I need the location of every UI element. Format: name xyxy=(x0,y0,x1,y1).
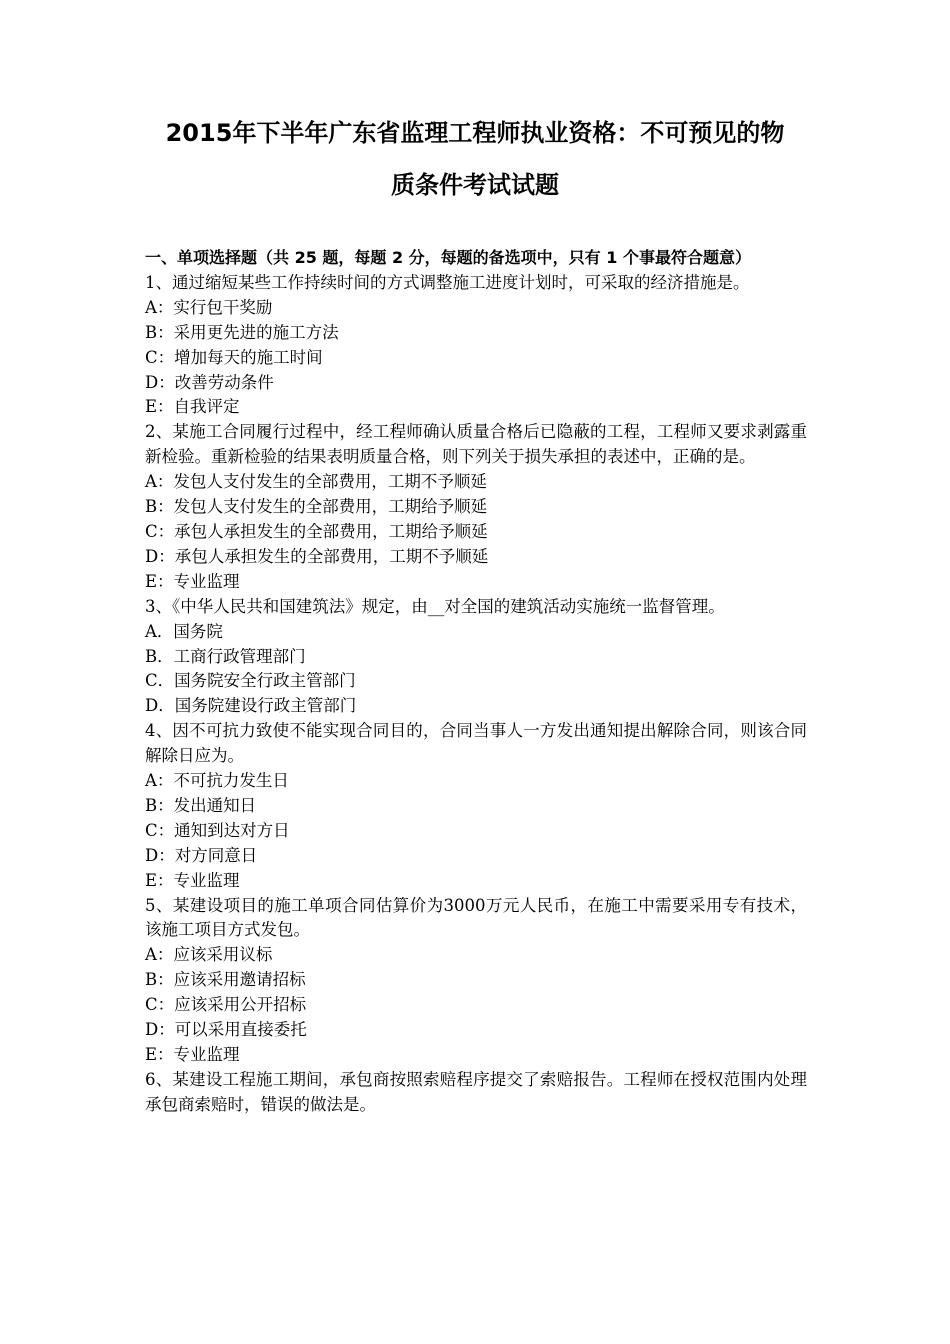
answer-option: C．国务院安全行政主管部门 xyxy=(145,671,356,691)
question-5 xyxy=(145,894,807,1068)
question-4 xyxy=(145,719,807,893)
question-3 xyxy=(145,595,807,720)
answer-option: C：承包人承担发生的全部费用，工期给予顺延 xyxy=(145,521,488,541)
answer-option: A：不可抗力发生日 xyxy=(145,771,289,791)
answer-option: E：专业监理 xyxy=(145,870,240,890)
answer-option: C：通知到达对方日 xyxy=(145,820,290,840)
answer-option: E：专业监理 xyxy=(145,1045,240,1064)
document-body xyxy=(145,246,807,1118)
answer-option: E：专业监理 xyxy=(145,571,240,591)
document-title-line-2: 质条件考试试题 xyxy=(391,171,559,199)
answer-option: D：可以采用直接委托 xyxy=(145,1020,307,1040)
question-stem: 3、《中华人民共和国建筑法》规定，由__对全国的建筑活动实施统一监督管理。 xyxy=(145,596,725,616)
question-stem: 5、某建设项目的施工单项合同估算价为3000万元人民币，在施工中需要采用专有技术，该施工项目方式发包。 xyxy=(145,895,807,940)
answer-option: B：应该采用邀请招标 xyxy=(145,970,306,990)
answer-option: E：自我评定 xyxy=(145,397,240,417)
question-stem: 2、某施工合同履行过程中，经工程师确认质量合格后已隐蔽的工程，工程师又要求剥露重新检验。重新检验的结果表明质量合格，则下列关于损失承担的表述中，正确的是。 xyxy=(145,422,807,467)
answer-option: B：采用更先进的施工方法 xyxy=(145,322,339,342)
answer-option: B．工商行政管理部门 xyxy=(145,646,306,666)
answer-option: A：应该采用议标 xyxy=(145,945,273,965)
question-stem: 4、因不可抗力致使不能实现合同目的，合同当事人一方发出通知提出解除合同，则该合同解除日应为。 xyxy=(145,721,807,766)
answer-option: A．国务院 xyxy=(145,621,223,641)
answer-option: A：发包人支付发生的全部费用，工期不予顺延 xyxy=(145,472,487,492)
answer-option: C：应该采用公开招标 xyxy=(145,995,307,1015)
answer-option: B：发出通知日 xyxy=(145,795,257,815)
answer-option: C：增加每天的施工时间 xyxy=(145,347,323,367)
section-heading: 一、单项选择题（共 25 题，每题 2 分，每题的备选项中，只有 1 个事最符合题意） xyxy=(145,248,751,267)
question-1 xyxy=(145,271,807,420)
answer-option: D：改善劳动条件 xyxy=(145,372,274,392)
answer-option: B：发包人支付发生的全部费用，工期给予顺延 xyxy=(145,497,488,517)
question-2 xyxy=(145,420,807,594)
document-title-line-1: 2015年下半年广东省监理工程师执业资格：不可预见的物 xyxy=(165,119,785,147)
answer-option: D：对方同意日 xyxy=(145,845,258,865)
question-stem: 1、通过缩短某些工作持续时间的方式调整施工进度计划时，可采取的经济措施是。 xyxy=(145,272,750,292)
answer-option: A：实行包干奖励 xyxy=(145,297,273,317)
question-stem: 6、某建设工程施工期间，承包商按照索赔程序提交了索赔报告。工程师在授权范围内处理承包商索赔时，错误的做法是。 xyxy=(145,1069,807,1114)
answer-option: D．国务院建设行政主管部门 xyxy=(145,696,357,716)
question-6 xyxy=(145,1068,807,1118)
answer-option: D：承包人承担发生的全部费用，工期不予顺延 xyxy=(145,546,489,566)
